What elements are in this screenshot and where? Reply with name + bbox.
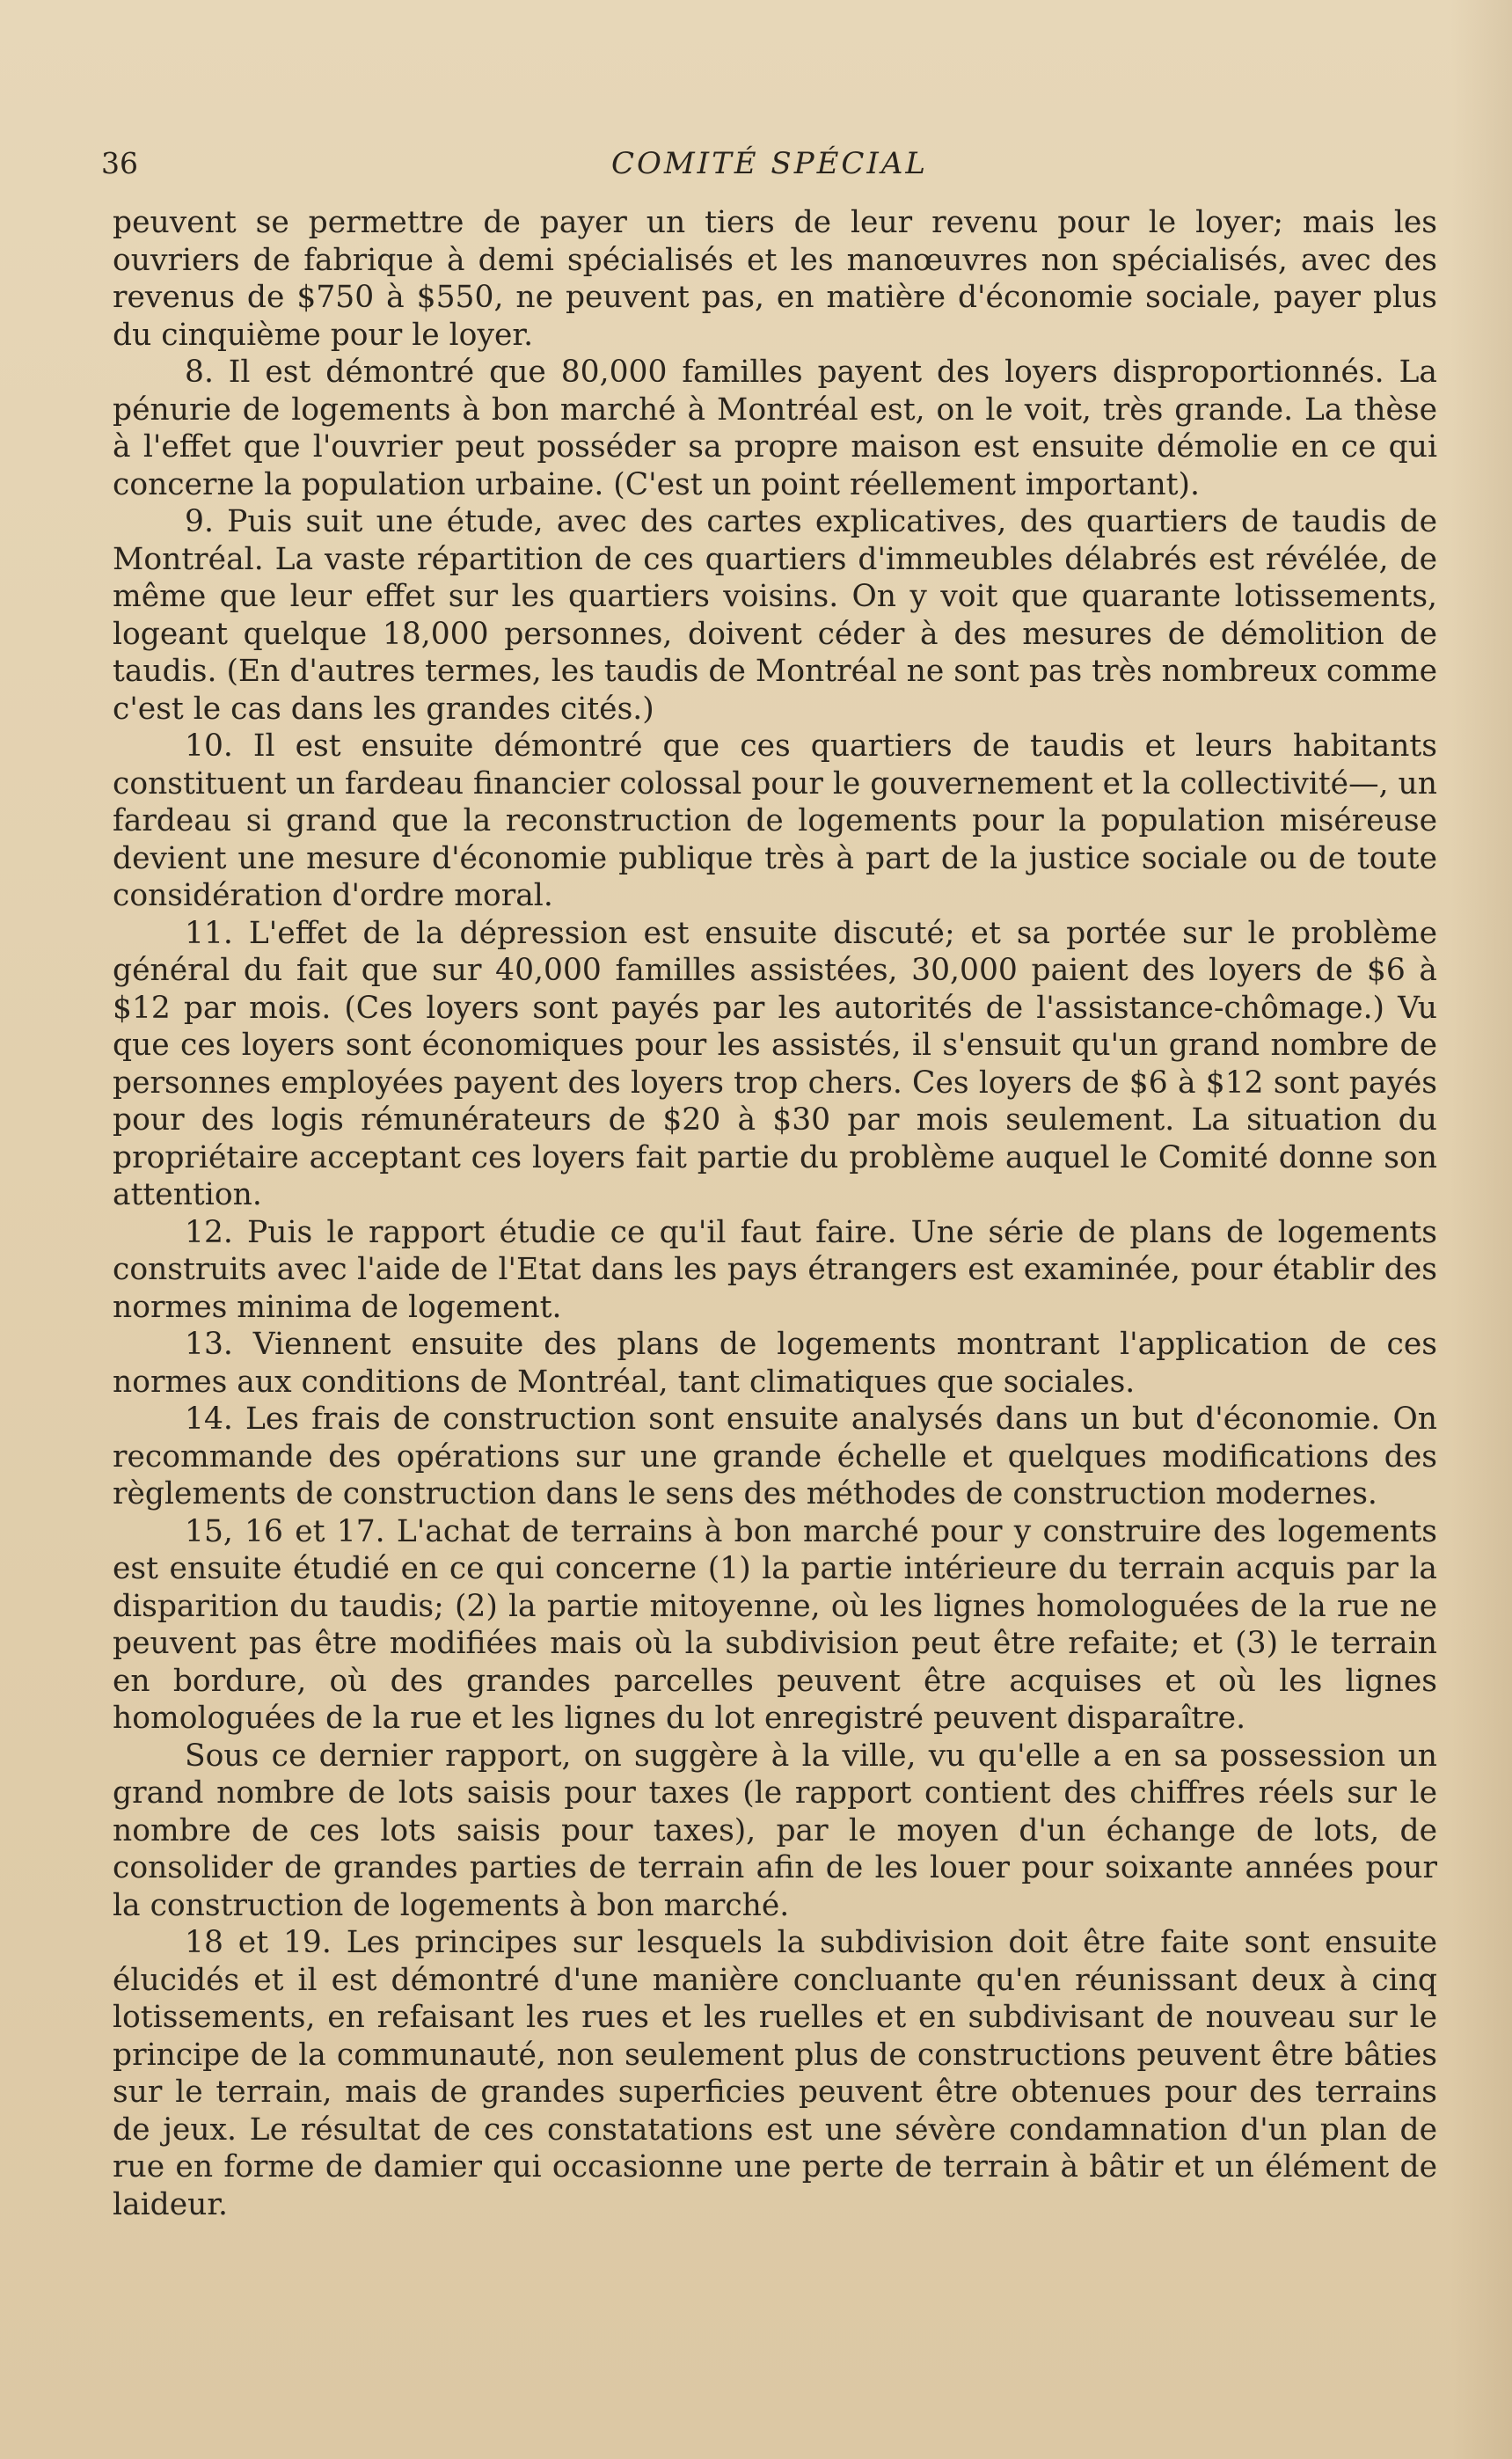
paragraph-14: 14. Les frais de construction sont ensuite analysés dans un but d'économie. On recommande des opérations sur une grande échelle et quelques modifications des règlements de construction dans le sens des méthodes de construction modernes. xyxy=(113,1401,1437,1511)
paragraph-8: 8. Il est démontré que 80,000 familles payent des loyers disproportionnés. La pénurie de logements à bon marché à Montréal est, on le voit, très grande. La thèse à l'effet que l'ouvrier peut posséder sa propre maison est ensuite démolie en ce qui concerne la population urbaine. (C'est un point réellement important). xyxy=(113,355,1437,502)
paragraph-10: 10. Il est ensuite démontré que ces quartiers de taudis et leurs habitants constituent un fardeau financier colossal pour le gouvernement et la collectivité—, un fardeau si grand que la reconstruction de logements pour la population miséreuse devient une mesure d'économie publique très à part de la justice sociale ou de toute considération d'ordre moral. xyxy=(113,728,1437,913)
paragraph-12: 12. Puis le rapport étudie ce qu'il faut faire. Une série de plans de logements construits avec l'aide de l'Etat dans les pays étrangers est examinée, pour établir des normes minima de logement. xyxy=(113,1214,1437,1325)
page-number: 36 xyxy=(101,146,138,180)
page-edge-shadow xyxy=(1450,0,1512,2459)
body-text xyxy=(113,204,1437,2223)
running-title: COMITÉ SPÉCIAL xyxy=(610,146,928,181)
paragraph-9: 9. Puis suit une étude, avec des cartes explicatives, des quartiers de taudis de Montréal. La vaste répartition de ces quartiers d'immeubles délabrés est révélée, de même que leur effet sur les quartiers voisins. On y voit que quarante lotissements, logeant quelque 18,000 personnes, doivent céder à des mesures de démolition de taudis. (En d'autres termes, les taudis de Montréal ne sont pas très nombreux comme c'est le cas dans les grandes cités.) xyxy=(113,504,1437,727)
paragraph-11: 11. L'effet de la dépression est ensuite discuté; et sa portée sur le problème général du fait que sur 40,000 familles assistées, 30,000 paient des loyers de $6 à $12 par mois. (Ces loyers sont payés par les autorités de l'assistance-chômage.) Vu que ces loyers sont économiques pour les assistés, il s'ensuit qu'un grand nombre de personnes employées payent des loyers trop chers. Ces loyers de $6 à $12 sont payés pour des logis rémunérateurs de $20 à $30 par mois seulement. La situation du propriétaire acceptant ces loyers fait partie du problème auquel le Comité donne son attention. xyxy=(113,915,1437,1212)
running-header xyxy=(101,141,1438,187)
paragraph-15-16-17: 15, 16 et 17. L'achat de terrains à bon marché pour y construire des logements est ensuite étudié en ce qui concerne (1) la partie intérieure du terrain acquis par la disparition du taudis; (2) la partie mitoyenne, où les lignes homologuées de la rue ne peuvent pas être modifiées mais où la subdivision peut être refaite; et (3) le terrain en bordure, où des grandes parcelles peuvent être acquises et où les lignes homologuées de la rue et les lignes du lot enregistré peuvent disparaître. xyxy=(113,1513,1437,1736)
paragraph-13: 13. Viennent ensuite des plans de logements montrant l'application de ces normes aux conditions de Montréal, tant climatiques que sociales. xyxy=(113,1327,1437,1400)
paragraph-tax-lots: Sous ce dernier rapport, on suggère à la ville, vu qu'elle a en sa possession un grand nombre de lots saisis pour taxes (le rapport contient des chiffres réels sur le nombre de ces lots saisis pour taxes), par le moyen d'un échange de lots, de consolider de grandes parties de terrain afin de les louer pour soixante années pour la construction de logements à bon marché. xyxy=(113,1738,1437,1923)
paragraph-continuation: peuvent se permettre de payer un tiers de leur revenu pour le loyer; mais les ouvriers de fabrique à demi spécialisés et les manœuvres non spécialisés, avec des revenus de $750 à $550, ne peuvent pas, en matière d'économie sociale, payer plus du cinquième pour le loyer. xyxy=(113,205,1437,353)
paragraph-18-19: 18 et 19. Les principes sur lesquels la subdivision doit être faite sont ensuite élucidés et il est démontré d'une manière concluante qu'en réunissant deux à cinq lotissements, en refaisant les rues et les ruelles et en subdivisant de nouveau sur le principe de la communauté, non seulement plus de constructions peuvent être bâties sur le terrain, mais de grandes superficies peuvent être obtenues pour des terrains de jeux. Le résultat de ces constatations est une sévère condamnation d'un plan de rue en forme de damier qui occasionne une perte de terrain à bâtir et un élément de laideur. xyxy=(113,1925,1437,2222)
